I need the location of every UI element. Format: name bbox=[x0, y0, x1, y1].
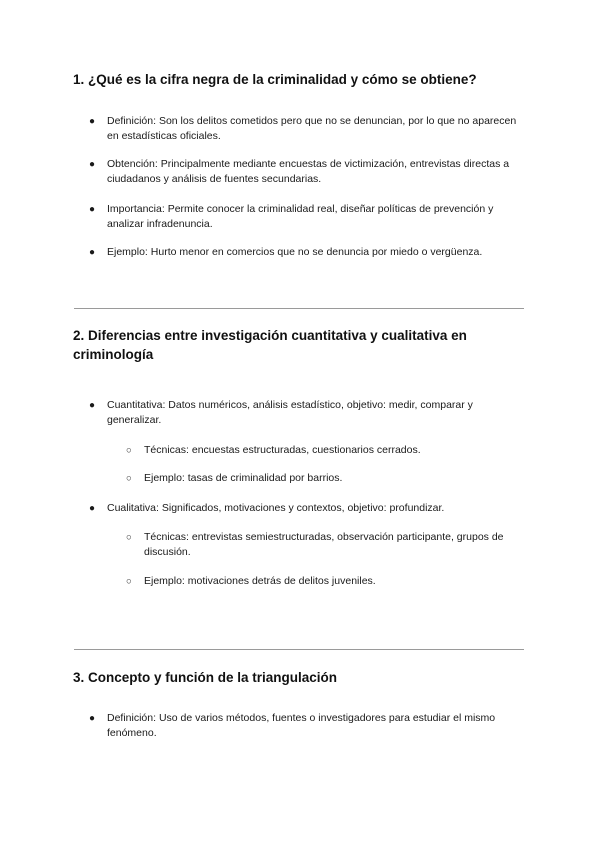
bullet-dot: ● bbox=[89, 247, 96, 258]
section-1-item-definicion: Definición: Son los delitos cometidos pero que no se denuncian, por lo que no aparecen en estadísticas oficiales. bbox=[107, 115, 517, 142]
section-2-item-cuantitativa: Cuantitativa: Datos numéricos, análisis estadístico, objetivo: medir, comparar y generalizar. bbox=[107, 399, 473, 426]
section-1-item-importancia: Importancia: Permite conocer la criminalidad real, diseñar políticas de prevención y analizar infradenuncia. bbox=[107, 203, 494, 230]
bullet-dot: ● bbox=[89, 204, 96, 215]
bullet-dot: ● bbox=[89, 713, 96, 724]
section-divider bbox=[74, 649, 524, 650]
sub-bullet-circle: ○ bbox=[126, 576, 132, 587]
section-1-item-ejemplo: Ejemplo: Hurto menor en comercios que no se denuncia por miedo o vergüenza. bbox=[107, 246, 483, 258]
section-divider bbox=[74, 308, 524, 309]
section-2-sub-ejemplo-cuantitativa: Ejemplo: tasas de criminalidad por barrios. bbox=[144, 472, 343, 484]
bullet-dot: ● bbox=[89, 503, 96, 514]
section-2-sub-ejemplo-cualitativa: Ejemplo: motivaciones detrás de delitos juveniles. bbox=[144, 575, 376, 587]
section-3-item-definicion: Definición: Uso de varios métodos, fuentes o investigadores para estudiar el mismo fenómeno. bbox=[107, 712, 496, 739]
section-1-item-obtencion: Obtención: Principalmente mediante encuestas de victimización, entrevistas directas a ciudadanos y análisis de fuentes secundarias. bbox=[107, 158, 510, 185]
sub-bullet-circle: ○ bbox=[126, 473, 132, 484]
section-1-title: 1. ¿Qué es la cifra negra de la criminalidad y cómo se obtiene? bbox=[73, 72, 477, 87]
sub-bullet-circle: ○ bbox=[126, 445, 132, 456]
bullet-dot: ● bbox=[89, 116, 96, 127]
section-2-sub-tecnicas-cuantitativa: Técnicas: encuestas estructuradas, cuestionarios cerrados. bbox=[144, 444, 421, 456]
section-3-title: 3. Concepto y función de la triangulación bbox=[73, 670, 338, 685]
bullet-dot: ● bbox=[89, 159, 96, 170]
section-2-item-cualitativa: Cualitativa: Significados, motivaciones y contextos, objetivo: profundizar. bbox=[107, 502, 445, 514]
sub-bullet-circle: ○ bbox=[126, 532, 132, 543]
section-2-title: 2. Diferencias entre investigación cuantitativa y cualitativa en criminología bbox=[73, 328, 467, 362]
section-2-sub-tecnicas-cualitativa: Técnicas: entrevistas semiestructuradas, observación participante, grupos de discusión. bbox=[144, 531, 504, 558]
bullet-dot: ● bbox=[89, 400, 96, 411]
